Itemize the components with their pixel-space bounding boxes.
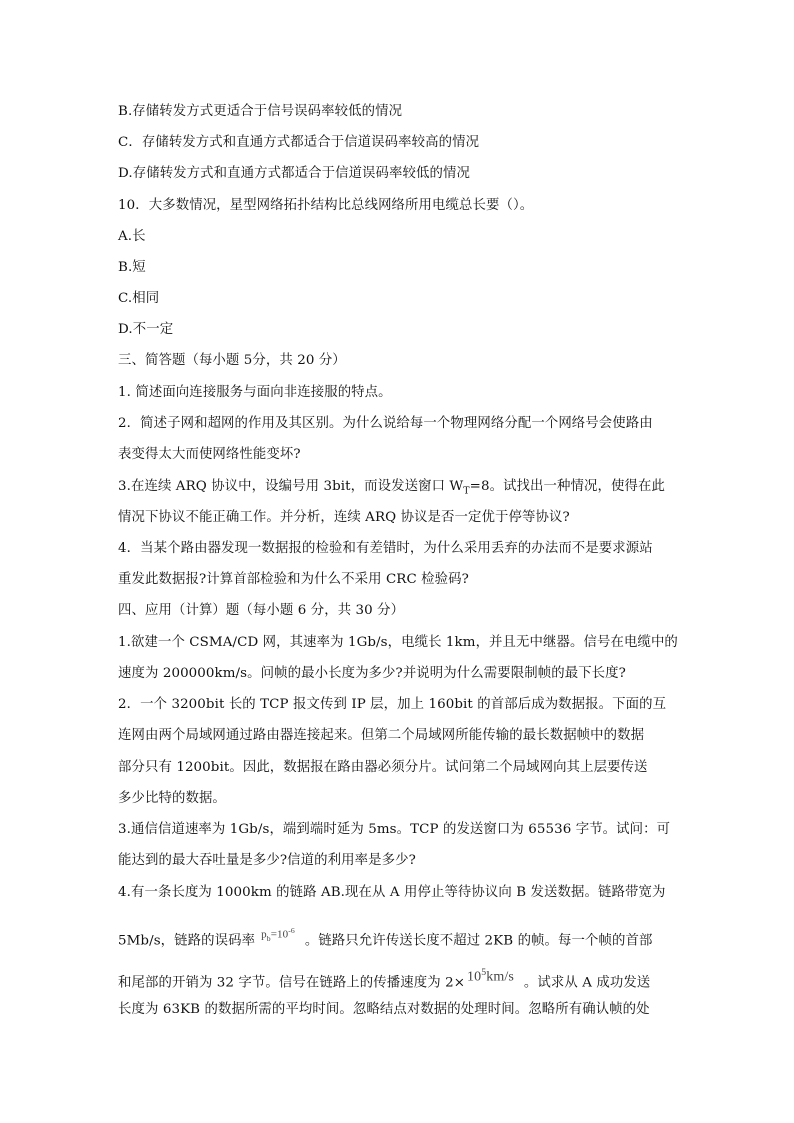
q3-window-subscript: T — [463, 485, 470, 497]
app-question-4-line2 — [118, 926, 653, 955]
q4-text-d: 。试求从 A 成功发送 — [523, 975, 651, 991]
option-a-long: A.长 — [118, 229, 146, 244]
app-question-4-line4: 长度为 63KB 的数据所需的平均时间。忽略结点对数据的处理时间。忽略所有确认帧的处 — [118, 1002, 650, 1017]
option-b-text: B.存储转发方式更适合于信号误码率较低的情况 — [118, 104, 403, 119]
q4-text-c: 和尾部的开销为 32 字节。信号在链路上的传播速度为 2× — [118, 975, 466, 991]
propagation-speed-formula: $10^5km/s$ — [467, 967, 514, 985]
section-4-heading: 四、应用（计算）题（每小题 6 分，共 30 分） — [118, 603, 405, 618]
option-d-text: D.存储转发方式和直通方式都适合于信道误码率较低的情况 — [118, 166, 470, 181]
section-3-heading: 三、简答题（每小题 5分，共 20 分） — [118, 353, 346, 368]
bit-error-rate-formula: $p_b=10^{-6}$ — [261, 926, 295, 943]
question-10-text: 10．大多数情况，星型网络拓扑结构比总线网络所用电缆总长要（）。 — [118, 198, 534, 213]
short-question-4-line2: 重发此数据报?计算首部检验和为什么不采用 CRC 检验码? — [118, 572, 469, 587]
app-question-4-line3 — [118, 967, 651, 993]
q4-text-b: 。链路只允许传送长度不超过 2KB 的帧。每一个帧的首部 — [304, 933, 653, 949]
app-question-2-line4: 多少比特的数据。 — [118, 791, 226, 806]
short-question-2-line2: 表变得太大而使网络性能变坏? — [118, 447, 301, 462]
short-question-3-line2: 情况下协议不能正确工作。并分析，连续 ARQ 协议是否一定优于停等协议? — [118, 510, 570, 525]
app-question-3-line1: 3.通信信道速率为 1Gb/s，端到端时延为 5ms。TCP 的发送窗口为 65536 字节。试问：可 — [118, 822, 671, 837]
app-question-2-line3: 部分只有 1200bit。因此，数据报在路由器必须分片。试问第二个局域网向其上层要传送 — [118, 760, 648, 775]
app-question-2-line2: 连网由两个局域网通过路由器连接起来。但第二个局域网所能传输的最长数据帧中的数据 — [118, 728, 645, 743]
q3-text-a: 3.在连续 ARQ 协议中，设编号用 3bit，而设发送窗口 W — [118, 479, 464, 494]
option-c-same: C.相同 — [118, 291, 160, 306]
option-b-short: B.短 — [118, 260, 146, 275]
short-question-1: 1. 简述面向连接服务与面向非连接服的特点。 — [118, 385, 392, 400]
option-d-uncertain: D.不一定 — [118, 322, 174, 337]
short-question-3-line1 — [118, 478, 665, 501]
app-question-1-line1: 1.欲建一个 CSMA/CD 网，其速率为 1Gb/s，电缆长 1km，并且无中继器。信号在电缆中的 — [118, 635, 678, 650]
app-question-3-line2: 能达到的最大吞吐量是多少?信道的利用率是多少? — [118, 853, 416, 868]
short-question-4-line1: 4．当某个路由器发现一数据报的检验和有差错时，为什么采用丢弃的办法而不是要求源站 — [118, 541, 653, 556]
app-question-4-line1: 4.有一条长度为 1000km 的链路 AB.现在从 A 用停止等待协议向 B 发送数据。链路带宽为 — [118, 885, 666, 900]
app-question-1-line2: 速度为 200000km/s。问帧的最小长度为多少?并说明为什么需要限制帧的最下长度? — [118, 666, 626, 681]
option-c-text: C．存储转发方式和直通方式都适合于信道误码率较高的情况 — [118, 135, 480, 150]
q3-text-b: =8。试找出一种情况，使得在此 — [469, 479, 665, 494]
short-question-2-line1: 2．简述子网和超网的作用及其区别。为什么说给每一个物理网络分配一个网络号会使路由 — [118, 416, 653, 431]
app-question-2-line1: 2．一个 3200bit 长的 TCP 报文传到 IP 层，加上 160bit 的首部后成为数据报。下面的互 — [118, 697, 667, 712]
q4-text-a: 5Mb/s，链路的误码率 — [118, 933, 256, 949]
